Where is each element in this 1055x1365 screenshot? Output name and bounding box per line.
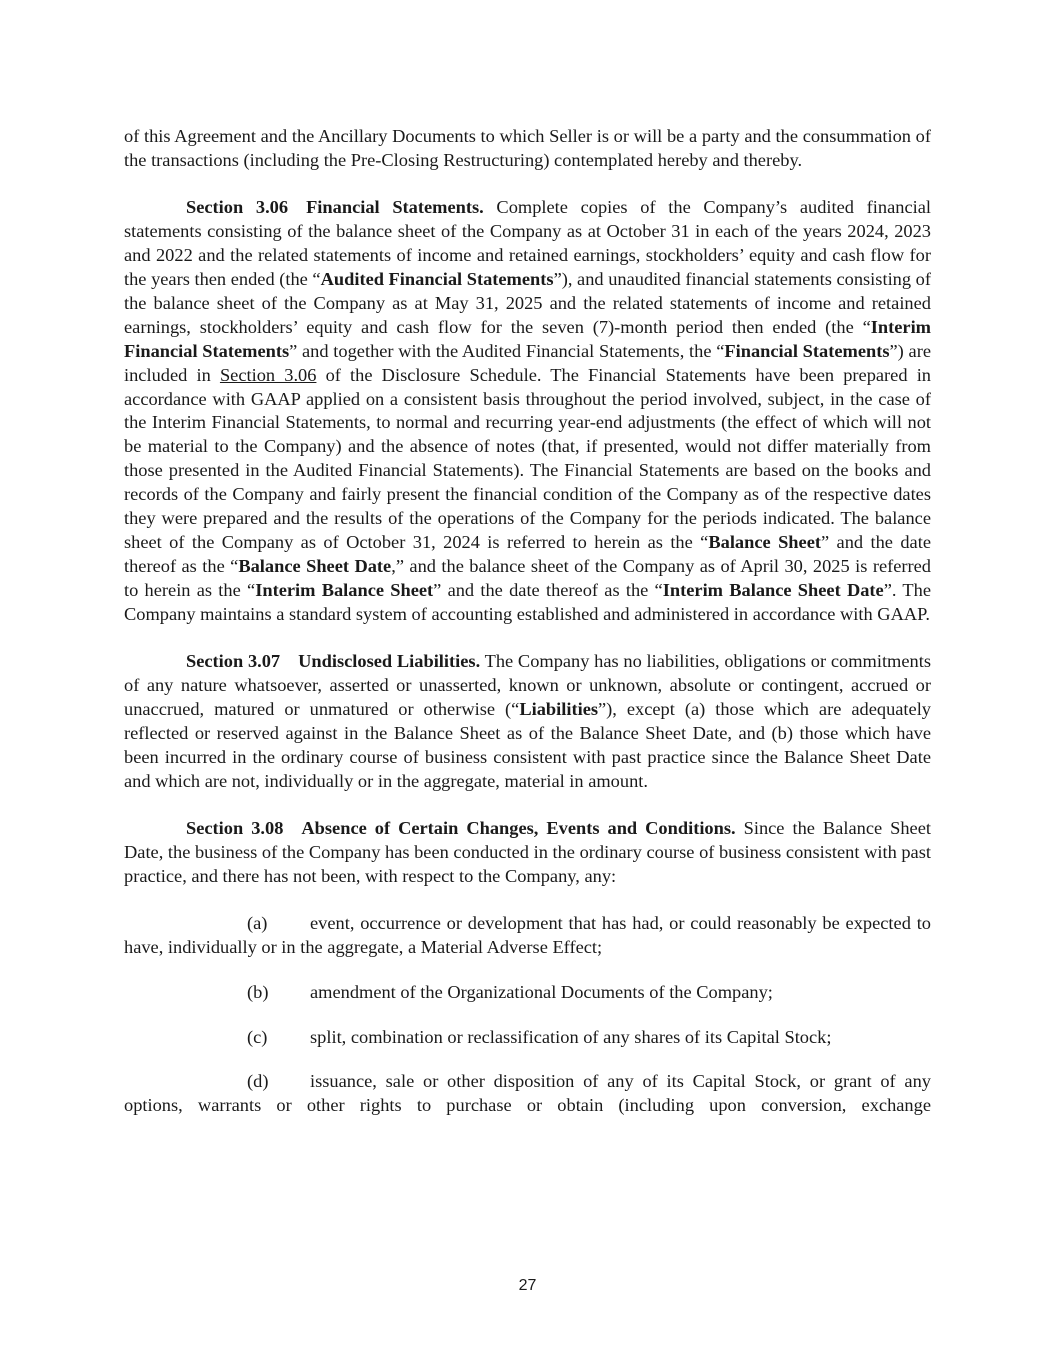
section-3-07-paragraph <box>124 650 931 793</box>
section-number: Section 3.07 <box>186 651 281 672</box>
list-item-c <box>124 1026 931 1050</box>
section-3-08-paragraph <box>124 817 931 889</box>
body-text: ”) are included in <box>124 340 931 385</box>
section-3-06-heading <box>186 197 484 217</box>
body-text: ” and together with the Audited Financial Statements, the “ <box>289 340 725 361</box>
page-number: 27 <box>518 1277 537 1294</box>
list-item-text: split, combination or reclassification of any shares of its Capital Stock; <box>310 1026 832 1047</box>
list-item-text: issuance, sale or other disposition of any of its Capital Stock, or grant of any options, warrants or other rights to purchase or obtain (including upon conversion, exchange <box>124 1070 931 1115</box>
list-item-text: event, occurrence or development that has had, or could reasonably be expected to have, individually or in the aggregate, a Material Adverse Effect; <box>124 913 931 958</box>
section-3-06-paragraph <box>124 196 931 626</box>
document-page <box>124 125 931 1139</box>
list-item-b <box>124 981 931 1005</box>
section-number: Section 3.06 <box>186 197 289 218</box>
list-item-label: (d) <box>247 1070 269 1091</box>
defined-term: Balance Sheet <box>708 532 821 552</box>
defined-term: Audited Financial Statements <box>320 269 554 290</box>
section-title: Financial Statements. <box>306 197 484 218</box>
section-3-07-heading <box>186 651 480 671</box>
defined-term: Balance Sheet Date <box>238 555 392 576</box>
defined-term: Interim Financial Statements <box>124 316 931 361</box>
section-3-08-heading <box>186 818 736 838</box>
body-text: ,” and the balance sheet of the Company as of April 30, 2025 is referred to herein as the “ <box>124 555 931 600</box>
defined-term: Interim Balance Sheet <box>255 579 434 600</box>
list-item-label: (a) <box>247 913 268 934</box>
section-title: Absence of Certain Changes, Events and Conditions. <box>301 818 736 839</box>
body-text: ” and the date thereof as the “ <box>124 532 931 576</box>
defined-term: Interim Balance Sheet Date <box>662 579 884 600</box>
body-text: ”), and unaudited financial statements consisting of the balance sheet of the Company as at May 31, 2025 and the related statements of income and retained earnings, stockholders’ equity and cash flow for the seven (7)-month period then ended (the “ <box>124 269 931 337</box>
body-text: ”), except (a) those which are adequately reflected or reserved against in the Balance Sheet as of the Balance Sheet Date, and (b) those which have been incurred in the ordinary course of business consistent with past practice since the Balance Sheet Date and which are not, individually or in the aggregate, material in amount. <box>124 698 932 791</box>
body-text: ”. The Company maintains a standard system of accounting established and administered in accordance with GAAP. <box>124 579 931 624</box>
list-item-text: amendment of the Organizational Documents of the Company; <box>310 982 773 1003</box>
defined-term: Financial Statements <box>724 340 890 361</box>
section-reference: Section 3.06 <box>219 364 317 385</box>
list-item-label: (b) <box>247 982 269 1003</box>
body-text: Since the Balance Sheet Date, the business of the Company has been conducted in the ordinary course of business consistent with past practice, and there has not been, with respect to the Company, any: <box>124 818 931 886</box>
defined-term: Liabilities <box>519 698 599 719</box>
section-title: Undisclosed Liabilities. <box>298 651 481 672</box>
list-item-d <box>124 1070 931 1118</box>
section-number: Section 3.08 <box>186 818 284 839</box>
list-item-a <box>124 912 931 960</box>
body-text: The Company has no liabilities, obligations or commitments of any nature whatsoever, asserted or unasserted, known or unknown, absolute or contingent, accrued or unaccrued, matured or unmatured or otherwise (“ <box>124 651 931 719</box>
body-text: ” and the date thereof as the “ <box>433 579 663 600</box>
list-item-label: (c) <box>247 1026 268 1047</box>
body-text: of the Disclosure Schedule. The Financial Statements have been prepared in accordance with GAAP applied on a consistent basis throughout the period involved, subject, in the case of the Interim Financial Statements, to normal and recurring year-end adjustments (the effect of which will not be material to the Company) and the absence of notes (that, if presented, would not differ materially from those presented in the Audited Financial Statements). The Financial Statements are based on the books and records of the Company and fairly present the financial condition of the Company as of the respective dates they were prepared and the results of the operations of the Company for the periods indicated. The balance sheet of the Company as of October 31, 2024 is referred to herein as the “ <box>124 364 931 552</box>
body-text: Complete copies of the Company’s audited financial statements consisting of the balance sheet of the Company as at October 31 in each of the years 2024, 2023 and 2022 and the related statements of income and retained earnings, stockholders’ equity and cash flow for the years then ended (the “ <box>124 197 931 290</box>
intro-text: of this Agreement and the Ancillary Documents to which Seller is or will be a party and the consummation of the transactions (including the Pre-Closing Restructuring) contemplated hereby and thereby. <box>124 126 931 170</box>
intro-paragraph <box>124 125 931 173</box>
